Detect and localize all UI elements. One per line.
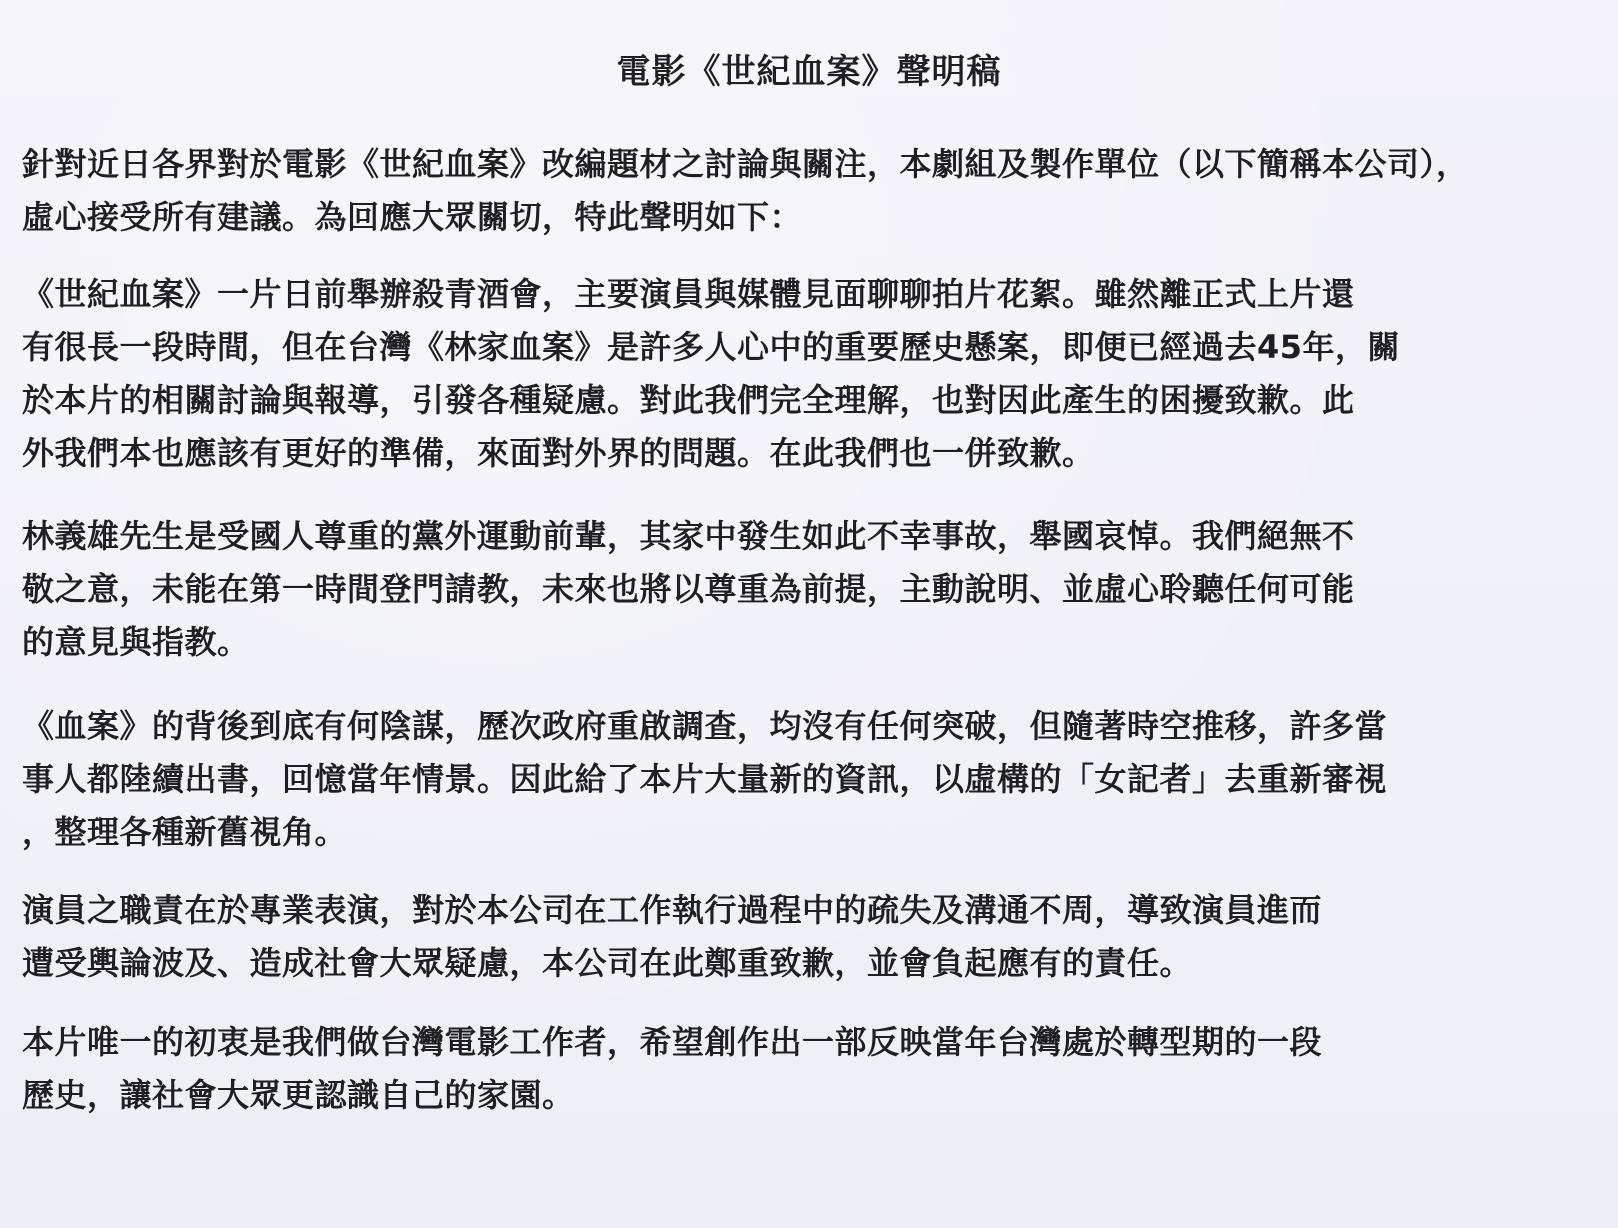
text-line: 有很長一段時間，但在台灣《林家血案》是許多人心中的重要歷史懸案，即便已經過去45年，關 [22,328,1401,366]
text-line: 《世紀血案》一片日前舉辦殺青酒會，主要演員與媒體見面聊聊拍片花絮。雖然離正式上片還 [22,275,1355,313]
text-line: 本片唯一的初衷是我們做台灣電影工作者，希望創作出一部反映當年台灣處於轉型期的一段 [22,1023,1323,1061]
paragraph-background [22,700,1572,859]
document-title: 電影《世紀血案》聲明稿 [616,52,1002,92]
paragraph-apology [22,884,1572,990]
text-line: 《血案》的背後到底有何陰謀，歷次政府重啟調查，均沒有任何突破，但隨著時空推移，許多當 [22,707,1388,745]
paragraph-respect [22,510,1572,669]
text-line: 遭受輿論波及、造成社會大眾疑慮，本公司在此鄭重致歉，並會負起應有的責任。 [22,944,1193,982]
text-line: 虛心接受所有建議。為回應大眾關切，特此聲明如下： [22,198,803,236]
paragraph-wrap-party [22,268,1572,480]
text-line: 歷史，讓社會大眾更認識自己的家園。 [22,1076,575,1114]
paragraph-intent [22,1016,1572,1122]
text-line: 於本片的相關討論與報導，引發各種疑慮。對此我們完全理解，也對因此產生的困擾致歉。此 [22,381,1355,419]
text-line: 演員之職責在於專業表演，對於本公司在工作執行過程中的疏失及溝通不周，導致演員進而 [22,891,1323,929]
text-line: 針對近日各界對於電影《世紀血案》改編題材之討論與關注，本劇組及製作單位（以下簡稱本公司）， [22,145,1469,183]
paragraph-intro [22,138,1572,244]
text-line: 事人都陸續出書，回憶當年情景。因此給了本片大量新的資訊，以虛構的「女記者」去重新審視 [22,760,1388,798]
text-line: 的意見與指教。 [22,623,250,661]
text-line: 林義雄先生是受國人尊重的黨外運動前輩，其家中發生如此不幸事故，舉國哀悼。我們絕無不 [22,517,1355,555]
text-line: ，整理各種新舊視角。 [22,813,348,851]
text-line: 外我們本也應該有更好的準備，來面對外界的問題。在此我們也一併致歉。 [22,434,1095,472]
text-line: 敬之意，未能在第一時間登門請教，未來也將以尊重為前提，主動說明、並虛心聆聽任何可能 [22,570,1355,608]
